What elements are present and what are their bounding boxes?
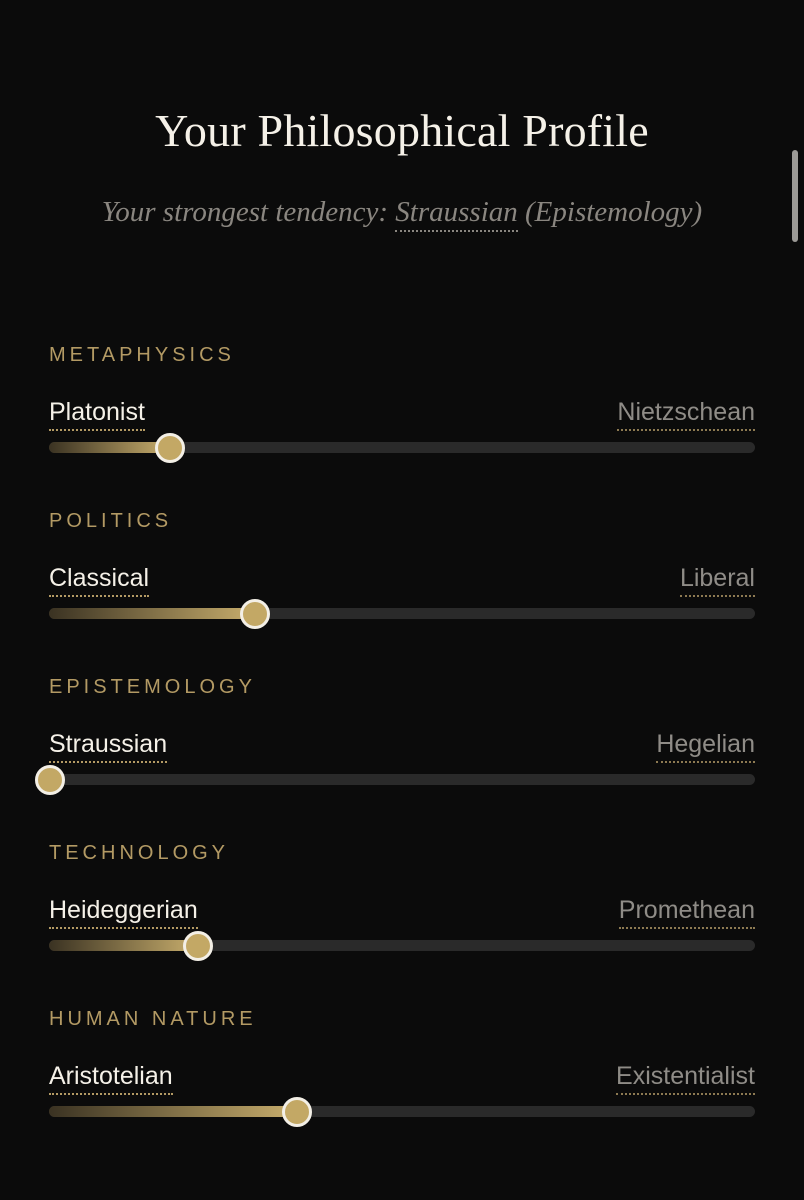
slider-track[interactable]: [49, 608, 755, 619]
slider-thumb[interactable]: [35, 765, 65, 795]
strongest-tendency-link[interactable]: Straussian: [395, 196, 517, 232]
slider-track[interactable]: [49, 1106, 755, 1117]
dimension-politics: [49, 510, 755, 650]
slider-track[interactable]: [49, 940, 755, 951]
left-pole-label[interactable]: Platonist: [49, 398, 145, 431]
left-pole-label[interactable]: Classical: [49, 564, 149, 597]
left-pole-label[interactable]: Aristotelian: [49, 1062, 173, 1095]
scrollbar-thumb[interactable]: [792, 150, 798, 242]
right-pole-label[interactable]: Liberal: [680, 564, 755, 597]
dimension-label: TECHNOLOGY: [49, 842, 230, 864]
left-pole-label[interactable]: Straussian: [49, 730, 167, 763]
slider-thumb[interactable]: [240, 599, 270, 629]
subtitle-prefix: Your strongest tendency:: [101, 196, 396, 228]
right-pole-label[interactable]: Promethean: [619, 896, 755, 929]
left-pole-label[interactable]: Heideggerian: [49, 896, 198, 929]
dimension-label: METAPHYSICS: [49, 344, 235, 366]
dimension-human-nature: [49, 1008, 755, 1148]
dimension-technology: [49, 842, 755, 982]
dimension-metaphysics: [49, 344, 755, 484]
dimension-label: HUMAN NATURE: [49, 1008, 257, 1030]
slider-track[interactable]: [49, 442, 755, 453]
slider-thumb[interactable]: [183, 931, 213, 961]
dimension-label: EPISTEMOLOGY: [49, 676, 256, 698]
dimension-epistemology: [49, 676, 755, 816]
slider-thumb[interactable]: [155, 433, 185, 463]
strongest-tendency-line: [0, 196, 804, 229]
right-pole-label[interactable]: Existentialist: [616, 1062, 755, 1095]
dimension-label: POLITICS: [49, 510, 173, 532]
slider-track[interactable]: [49, 774, 755, 785]
slider-fill: [49, 608, 254, 619]
slider-fill: [49, 1106, 296, 1117]
slider-thumb[interactable]: [282, 1097, 312, 1127]
strongest-dimension: (Epistemology): [525, 196, 703, 228]
right-pole-label[interactable]: Nietzschean: [617, 398, 755, 431]
slider-fill: [49, 940, 197, 951]
page-title: Your Philosophical Profile: [155, 105, 649, 156]
slider-fill: [49, 442, 169, 453]
right-pole-label[interactable]: Hegelian: [656, 730, 755, 763]
